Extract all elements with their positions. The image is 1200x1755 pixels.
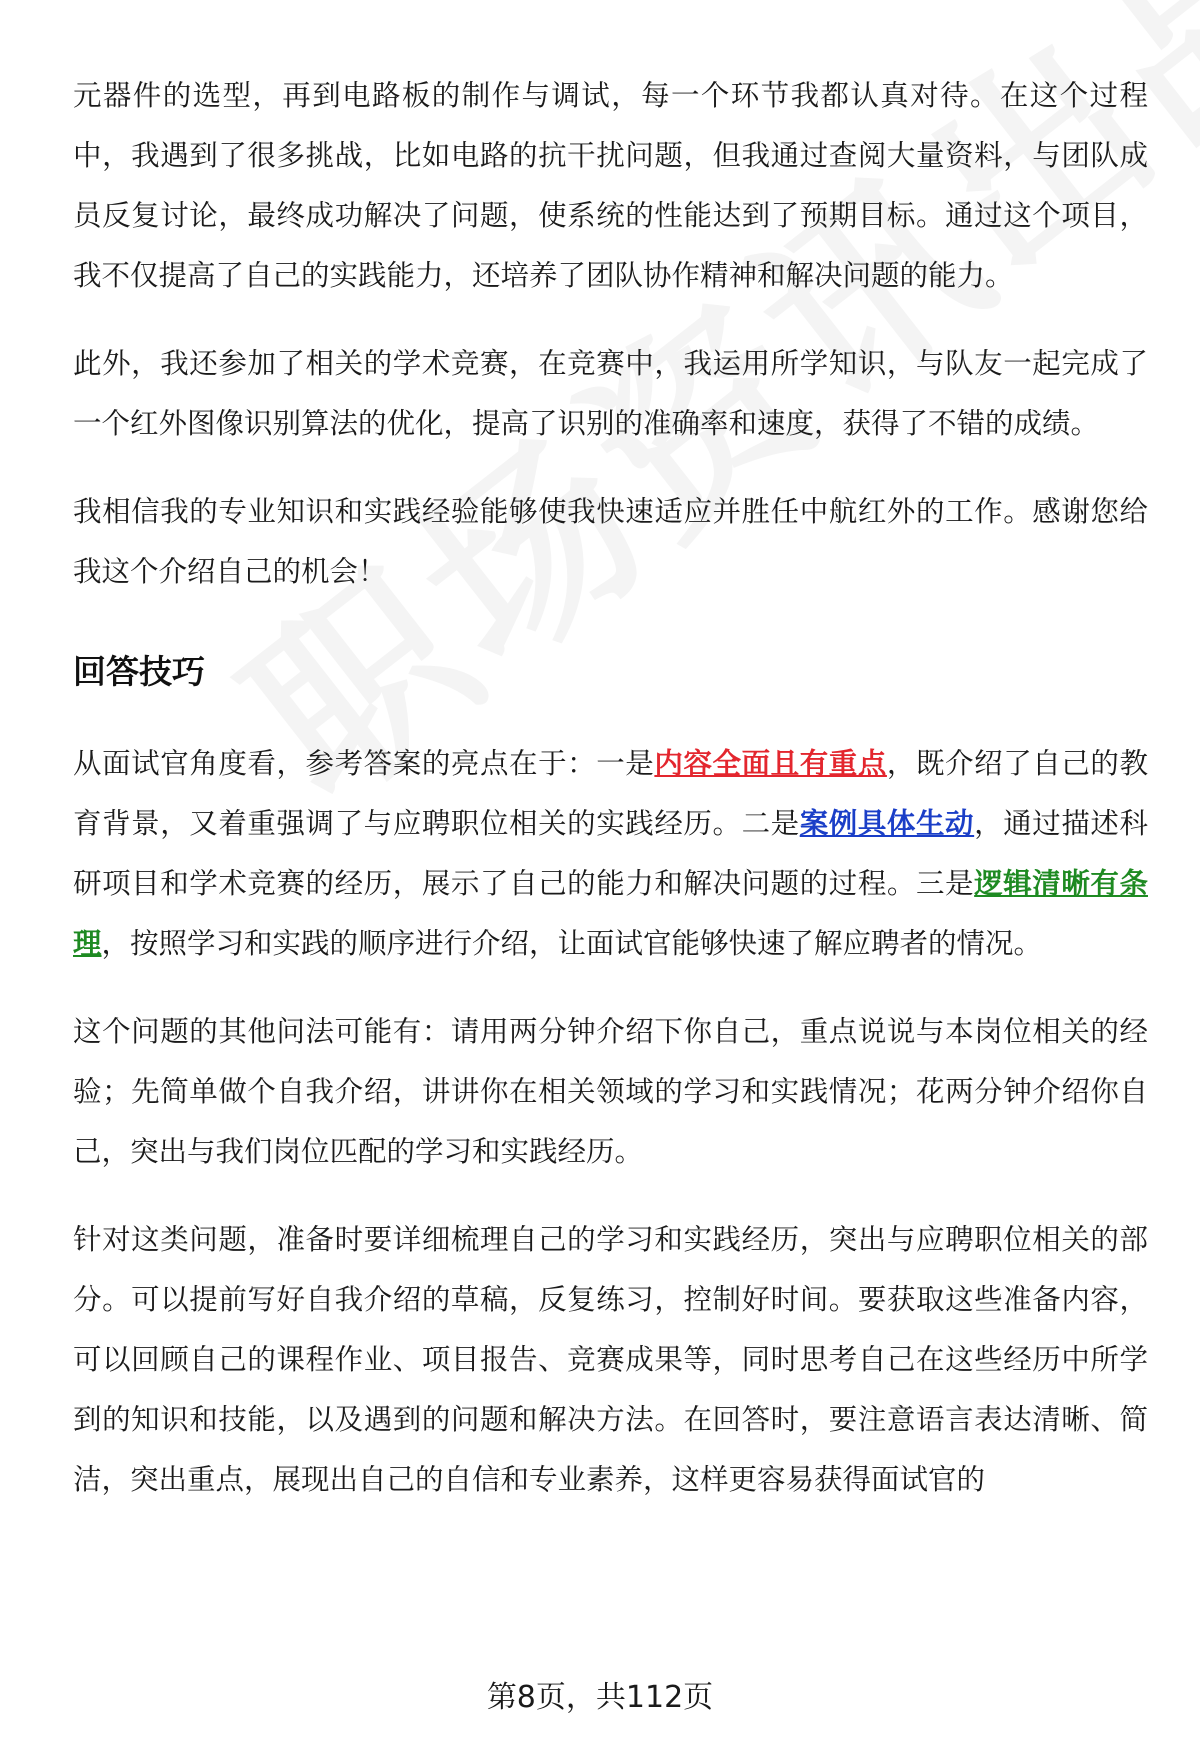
body-paragraph: 元器件的选型，再到电路板的制作与调试，每一个环节我都认真对待。在这个过程中，我遇到了很多挑战，比如电路的抗干扰问题，但我通过查阅大量资料，与团队成员反复讨论，最终成功解决了问题，使系统的性能达到了预期目标。通过这个项目，我不仅提高了自己的实践能力，还培养了团队协作精神和解决问题的能力。 — [73, 79, 1148, 292]
body-paragraph: 我相信我的专业知识和实践经验能够使我快速适应并胜任中航红外的工作。感谢您给我这个介绍自己的机会！ — [73, 495, 1148, 588]
body-paragraph: 这个问题的其他问法可能有：请用两分钟介绍下你自己，重点说说与本岗位相关的经验；先简单做个自我介绍，讲讲你在相关领域的学习和实践情况；花两分钟介绍你自己，突出与我们岗位匹配的学习和实践经历。 — [73, 1015, 1148, 1168]
tips-text: 从面试官角度看，参考答案的亮点在于：一是 — [73, 747, 655, 780]
body-paragraph: 针对这类问题，准备时要详细梳理自己的学习和实践经历，突出与应聘职位相关的部分。可以提前写好自我介绍的草稿，反复练习，控制好时间。要获取这些准备内容，可以回顾自己的课程作业、项目报告、竞赛成果等，同时思考自己在这些经历中所学到的知识和技能，以及遇到的问题和解决方法。在回答时，要注意语言表达清晰、简洁，突出重点，展现出自己的自信和专业素养，这样更容易获得面试官的 — [73, 1223, 1148, 1496]
page-number-footer: 第8页，共112页 — [486, 1680, 714, 1715]
section-heading: 回答技巧 — [73, 652, 205, 691]
highlight-comprehensive: 内容全面且有重点 — [654, 747, 887, 780]
tips-text: ，既介绍了自己的教育背景，又着重强调了与应聘职位相关的实践经历。二是 — [73, 747, 1148, 840]
tips-text: ，通过描述科研项目和学术竞赛的经历，展示了自己的能力和解决问题的过程。三是 — [73, 807, 1148, 900]
highlight-specific-cases: 案例具体生动 — [799, 807, 975, 840]
body-paragraph: 此外，我还参加了相关的学术竞赛，在竞赛中，我运用所学知识，与队友一起完成了一个红外图像识别算法的优化，提高了识别的准确率和速度，获得了不错的成绩。 — [73, 347, 1148, 440]
tips-text: ，按照学习和实践的顺序进行介绍，让面试官能够快速了解应聘者的情况。 — [101, 927, 1043, 960]
page-content — [73, 66, 1148, 1538]
highlight-logical: 逻辑清晰有条理 — [73, 867, 1148, 960]
tips-paragraph — [73, 734, 1148, 974]
